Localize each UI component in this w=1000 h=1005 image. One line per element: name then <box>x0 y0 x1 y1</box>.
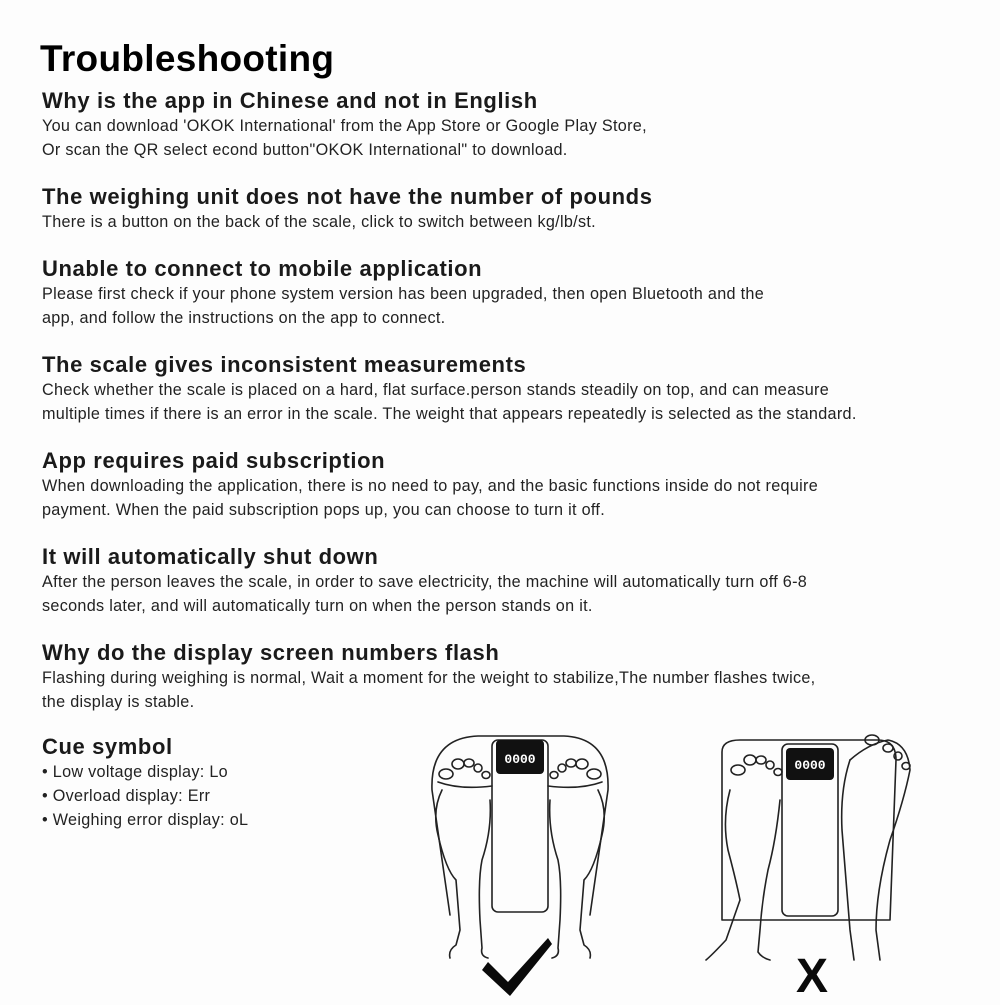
section-heading: Why is the app in Chinese and not in English <box>42 88 538 113</box>
cue-heading: Cue symbol <box>42 734 173 759</box>
faq-section-auto-shutdown <box>42 544 977 618</box>
section-line: There is a button on the back of the scale, click to switch between kg/lb/st. <box>42 213 596 231</box>
cue-symbol-section <box>42 734 382 832</box>
scale-incorrect-icon <box>700 730 920 1000</box>
section-line: After the person leaves the scale, in order to save electricity, the machine will automatically turn off 6-8 <box>42 573 808 591</box>
section-line: You can download 'OKOK International' from the App Store or Google Play Store, <box>42 117 647 135</box>
section-line: the display is stable. <box>42 693 195 711</box>
faq-section-display-flash <box>42 640 977 714</box>
page-title: Troubleshooting <box>40 38 335 79</box>
cue-item-weighing-error: • Weighing error display: oL <box>42 808 382 832</box>
section-heading: App requires paid subscription <box>42 448 386 473</box>
faq-section-app-language <box>42 88 977 162</box>
section-heading: Unable to connect to mobile application <box>42 256 483 281</box>
section-line: Please first check if your phone system version has been upgraded, then open Bluetooth and the <box>42 285 765 303</box>
section-line: When downloading the application, there is no need to pay, and the basic functions inside do not require <box>42 477 819 495</box>
faq-section-weighing-unit <box>42 184 977 234</box>
section-line: Check whether the scale is placed on a hard, flat surface.person stands steadily on top, and can measure <box>42 381 830 399</box>
section-line: payment. When the paid subscription pops up, you can choose to turn it off. <box>42 501 606 519</box>
faq-section-paid-subscription <box>42 448 977 522</box>
cue-item-overload: • Overload display: Err <box>42 784 382 808</box>
section-heading: The scale gives inconsistent measurements <box>42 352 527 377</box>
section-line: seconds later, and will automatically turn on when the person stands on it. <box>42 597 593 615</box>
section-line: multiple times if there is an error in the scale. The weight that appears repeatedly is selected as the standard. <box>42 405 857 423</box>
section-heading: It will automatically shut down <box>42 544 379 569</box>
scale-display-value: 0000 <box>504 752 536 767</box>
section-line: app, and follow the instructions on the app to connect. <box>42 309 446 327</box>
faq-section-inconsistent-measurements <box>42 352 977 426</box>
cue-list <box>42 760 382 832</box>
correct-stance-illustration <box>420 730 620 1005</box>
scale-display-value: 0000 <box>794 758 826 773</box>
scale-correct-icon <box>420 730 620 1000</box>
section-line: Flashing during weighing is normal, Wait a moment for the weight to stabilize,The number flashes twice, <box>42 669 816 687</box>
check-mark-icon <box>482 938 552 996</box>
x-mark-icon: X <box>795 950 829 1000</box>
section-heading: Why do the display screen numbers flash <box>42 640 500 665</box>
faq-section-connection <box>42 256 977 330</box>
incorrect-stance-illustration <box>700 730 920 1005</box>
section-line: Or scan the QR select econd button"OKOK International" to download. <box>42 141 568 159</box>
section-heading: The weighing unit does not have the number of pounds <box>42 184 653 209</box>
cue-item-low-voltage: • Low voltage display: Lo <box>42 760 382 784</box>
